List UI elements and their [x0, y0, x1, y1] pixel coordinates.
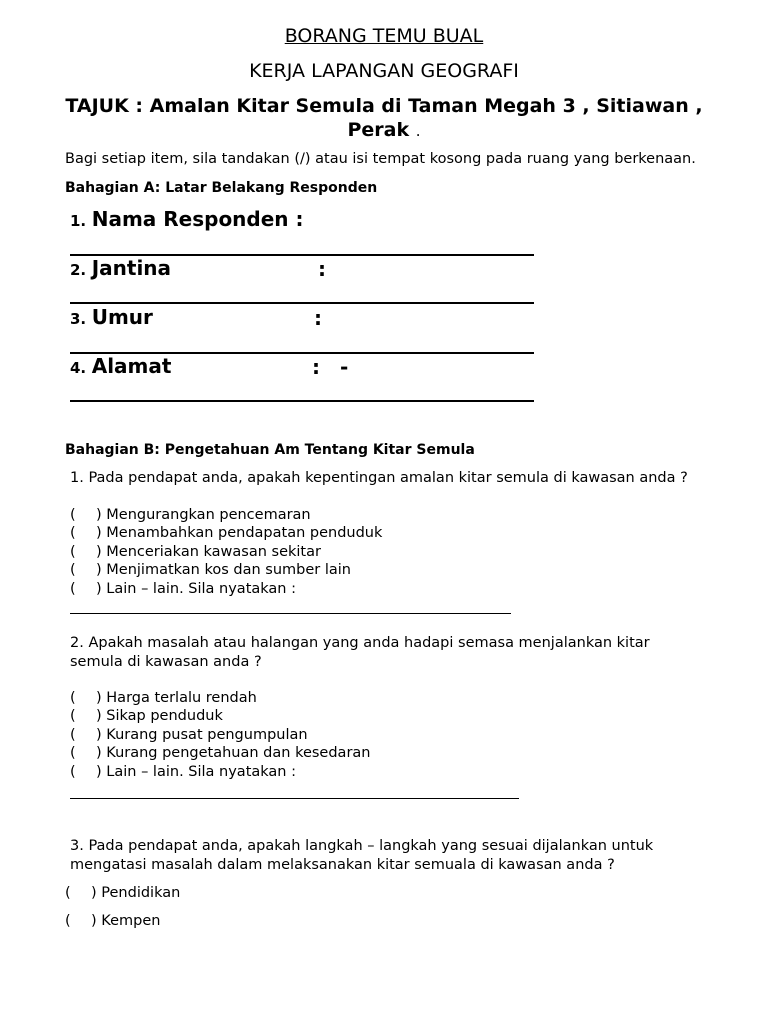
- option-label: Lain – lain. Sila nyatakan :: [106, 763, 296, 780]
- option-checkbox[interactable]: ( ) Kempen: [65, 913, 161, 929]
- field-nama: [70, 207, 304, 231]
- question-3: [70, 837, 653, 874]
- field-number: 3.: [70, 310, 87, 328]
- option-checkbox[interactable]: ( ) Lain – lain. Sila nyatakan :: [70, 580, 296, 597]
- field-colon: :: [314, 306, 322, 330]
- question-text-cont: semula di kawasan anda ?: [70, 653, 262, 670]
- option-label: Kurang pusat pengumpulan: [106, 726, 308, 743]
- field-umur: [70, 305, 153, 329]
- field-colon: :: [318, 257, 326, 281]
- option-label: Lain – lain. Sila nyatakan :: [106, 580, 296, 597]
- question-2: [70, 634, 650, 671]
- topic-place: Perak: [347, 119, 410, 141]
- question-text-cont: mengatasi masalah dalam melaksanakan kitar semuala di kawasan anda ?: [70, 856, 615, 873]
- option-label: Kempen: [101, 913, 161, 929]
- field-label: Jantina: [91, 256, 172, 280]
- field-number: 4.: [70, 359, 87, 377]
- field-label: Umur: [91, 305, 153, 329]
- form-title: BORANG TEMU BUAL: [284, 25, 484, 47]
- option-checkbox[interactable]: ( ) Lain – lain. Sila nyatakan :: [70, 763, 296, 780]
- question-1: [70, 469, 688, 488]
- option-checkbox[interactable]: ( ) Harga terlalu rendah: [70, 690, 257, 706]
- instruction-text: Bagi setiap item, sila tandakan (/) atau isi tempat kosong pada ruang yang berkenaan.: [65, 151, 696, 167]
- option-label: Harga terlalu rendah: [106, 690, 257, 706]
- option-checkbox[interactable]: ( ) Pendidikan: [65, 885, 181, 901]
- field-label: Alamat: [91, 354, 172, 378]
- topic-line-2: [0, 118, 768, 143]
- option-label: Sikap penduduk: [106, 708, 223, 725]
- option-checkbox[interactable]: ( ) Mengurangkan pencemaran: [70, 507, 311, 523]
- question-1-options: [70, 506, 382, 598]
- option-checkbox[interactable]: ( ) Menjimatkan kos dan sumber lain: [70, 562, 351, 579]
- answer-line-alamat[interactable]: [70, 400, 534, 402]
- option-label: Menjimatkan kos dan sumber lain: [106, 562, 351, 579]
- option-checkbox[interactable]: ( ) Menceriakan kawasan sekitar: [70, 543, 321, 560]
- question-number: 2.: [70, 635, 84, 651]
- option-checkbox[interactable]: ( ) Sikap penduduk: [70, 708, 223, 725]
- field-colon: :: [312, 355, 320, 379]
- option-checkbox[interactable]: ( ) Kurang pengetahuan dan kesedaran: [70, 745, 371, 762]
- question-number: 3.: [70, 838, 84, 854]
- option-label: Mengurangkan pencemaran: [106, 507, 311, 523]
- answer-line-q2-other[interactable]: [70, 798, 519, 799]
- question-text: Pada pendapat anda, apakah kepentingan amalan kitar semula di kawasan anda ?: [88, 470, 688, 486]
- option-checkbox[interactable]: ( ) Kurang pusat pengumpulan: [70, 726, 308, 743]
- answer-line-jantina[interactable]: [70, 302, 534, 304]
- field-label: Nama Responden :: [91, 207, 304, 231]
- section-a-title: Bahagian A: Latar Belakang Responden: [65, 180, 378, 196]
- question-2-options: [70, 689, 370, 781]
- field-number: 2.: [70, 261, 87, 279]
- topic-dot: .: [415, 122, 421, 140]
- option-label: Menceriakan kawasan sekitar: [106, 543, 321, 560]
- question-text: Pada pendapat anda, apakah langkah – langkah yang sesuai dijalankan untuk: [88, 838, 654, 854]
- form-subtitle: KERJA LAPANGAN GEOGRAFI: [249, 60, 519, 82]
- checkbox-bracket: (: [70, 507, 76, 523]
- question-number: 1.: [70, 470, 84, 486]
- option-label: Kurang pengetahuan dan kesedaran: [106, 745, 371, 762]
- field-value: -: [340, 355, 349, 379]
- option-checkbox[interactable]: ( ) Menambahkan pendapatan penduduk: [70, 525, 383, 542]
- field-number: 1.: [70, 212, 87, 230]
- answer-line-q1-other[interactable]: [70, 613, 511, 614]
- section-b-title: Bahagian B: Pengetahuan Am Tentang Kitar Semula: [65, 442, 475, 458]
- topic-line-1: TAJUK : Amalan Kitar Semula di Taman Megah 3 , Sitiawan ,: [65, 95, 703, 117]
- question-text: Apakah masalah atau halangan yang anda hadapi semasa menjalankan kitar: [88, 635, 650, 651]
- option-label: Pendidikan: [101, 885, 181, 901]
- form-topic: [0, 94, 768, 143]
- field-jantina: [70, 256, 171, 280]
- field-alamat: [70, 354, 171, 378]
- option-label: Menambahkan pendapatan penduduk: [106, 525, 383, 542]
